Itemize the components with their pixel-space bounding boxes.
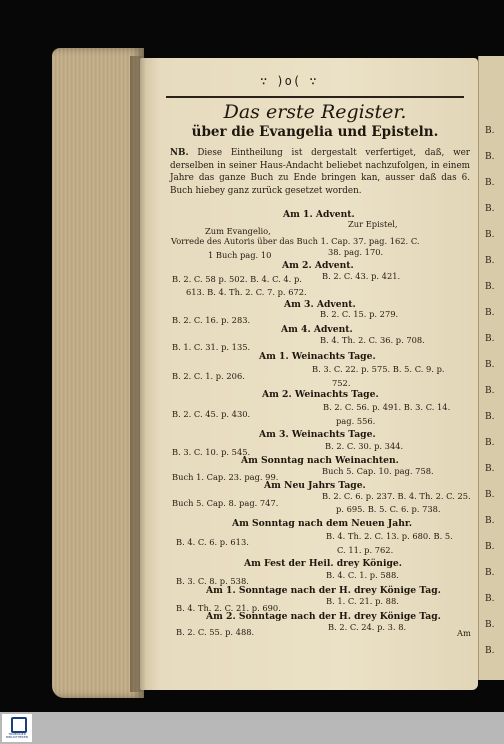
facing-page-edge [478, 56, 504, 680]
facing-page-fragment: B. [485, 204, 495, 214]
facing-page-fragment: B. [485, 516, 495, 526]
entry-snj-cont: C. 11. p. 762. [337, 545, 394, 555]
entry-w3-right: B. 2. C. 30. p. 344. [325, 441, 404, 451]
facing-page-fragment: B. [485, 360, 495, 370]
catchword: Am [457, 628, 471, 638]
col-epistel: Zur Epistel, [348, 219, 398, 229]
facing-page-fragment: B. [485, 386, 495, 396]
heading-weihnacht-3: Am 3. Weinachts Tage. [259, 429, 376, 440]
facing-page-fragment: B. [485, 308, 495, 318]
heading-advent-3: Am 3. Advent. [284, 299, 356, 310]
entry-a3-left: B. 2. C. 16. p. 283. [172, 315, 251, 325]
entry-nj-left: Buch 5. Cap. 8. pag. 747. [172, 498, 279, 508]
facing-page-fragment: B. [485, 438, 495, 448]
entry-a4-left: B. 1. C. 31. p. 135. [172, 342, 251, 352]
entry-a2-right: B. 2. C. 43. p. 421. [322, 271, 401, 281]
entry-vorrede-b: 38. pag. 170. [328, 247, 384, 257]
entry-dk-left: B. 3. C. 8. p. 538. [176, 576, 249, 586]
library-logo [2, 714, 32, 742]
entry-snj-right: B. 4. Th. 2. C. 13. p. 680. B. 5. [326, 531, 453, 541]
entry-w1-left: B. 2. C. 1. p. 206. [172, 371, 245, 381]
heading-drey-koenige: Am Fest der Heil. drey Könige. [244, 558, 402, 569]
facing-page-fragment: B. [485, 542, 495, 552]
heading-sonntag-weihnacht: Am Sonntag nach Weinachten. [241, 455, 399, 466]
facing-page-fragment: B. [485, 230, 495, 240]
entry-a2-cont: 613. B. 4. Th. 2. C. 7. p. 672. [186, 287, 307, 297]
entry-snj-left: B. 4. C. 6. p. 613. [176, 537, 249, 547]
heading-neujahr: Am Neu Jahrs Tage. [264, 480, 366, 491]
heading-sonntag-1: Am 1. Sonntage nach der H. drey Könige Tag. [206, 585, 441, 596]
entry-a3-right: B. 2. C. 15. p. 279. [320, 309, 399, 319]
gutter-shadow [130, 56, 146, 692]
facing-page-fragment: B. [485, 178, 495, 188]
entry-w2-right: B. 2. C. 56. p. 491. B. 3. C. 14. [323, 402, 451, 412]
library-logo-text: TRÜBINGER BIBLIOTHEKEN [5, 732, 28, 739]
page-ornament: ∵ )o( ∵ [260, 74, 318, 88]
viewer-bottom-bar [0, 712, 504, 744]
entry-s1-left: B. 4. Th. 2. C. 21. p. 690. [176, 603, 281, 613]
note-marker: NB. [170, 148, 189, 158]
heading-sonntag-2: Am 2. Sonntage nach der H. drey Könige Tag. [206, 611, 441, 622]
page-subtitle: über die Evangelia und Episteln. [191, 124, 439, 140]
facing-page-fragment: B. [485, 412, 495, 422]
facing-page-fragment: B. [485, 464, 495, 474]
facing-page-fragment: B. [485, 282, 495, 292]
facing-page-fragment: B. [485, 334, 495, 344]
facing-page-fragment: B. [485, 594, 495, 604]
heading-advent-2: Am 2. Advent. [282, 260, 354, 271]
entry-w2-cont: pag. 556. [336, 416, 376, 426]
entry-vorrede: Vorrede des Autoris über das Buch 1. Cap. 37. pag. 162. C. [171, 236, 420, 246]
entry-w2-left: B. 2. C. 45. p. 430. [172, 409, 251, 419]
heading-advent-1: Am 1. Advent. [283, 209, 355, 220]
entry-nj-right: B. 2. C. 6. p. 237. B. 4. Th. 2. C. 25. [322, 491, 471, 501]
heading-sonntag-neujahr: Am Sonntag nach dem Neuen Jahr. [232, 518, 413, 529]
facing-page-fragment: B. [485, 620, 495, 630]
entry-w3-left: B. 3. C. 10. p. 545. [172, 447, 251, 457]
note-text: Diese Eintheilung ist dergestalt verfertiget, daß, wer derselben in seiner Haus-Andacht beliebet nachzufolgen, in einem Jahre das ganze Buch zu Ende bringen kan, ausser daß das 6. Buch hiebey ganz zurück gesetzet worden. [170, 148, 471, 196]
facing-page-fragment: B. [485, 152, 495, 162]
facing-page-fragment: B. [485, 646, 495, 656]
heading-weihnacht-1: Am 1. Weinachts Tage. [259, 351, 376, 362]
facing-page-fragment: B. [485, 490, 495, 500]
entry-w1-cont: 752. [332, 378, 351, 388]
entry-nj-cont: p. 695. B. 5. C. 6. p. 738. [336, 504, 441, 514]
entry-sw-left: Buch 1. Cap. 23. pag. 99. [172, 472, 279, 482]
entry-dk-right: B. 4. C. 1. p. 588. [326, 570, 399, 580]
entry-s1-right: B. 1. C. 21. p. 88. [326, 596, 399, 606]
entry-s2-right: B. 2. C. 24. p. 3. 8. [328, 622, 407, 632]
heading-weihnacht-2: Am 2. Weinachts Tage. [262, 389, 379, 400]
header-rule [166, 96, 464, 98]
entry-w1-right: B. 3. C. 22. p. 575. B. 5. C. 9. p. [312, 364, 445, 374]
facing-page-fragment: B. [485, 568, 495, 578]
entry-a2-left: B. 2. C. 58 p. 502. B. 4. C. 4. p. [172, 274, 302, 284]
library-logo-icon [11, 717, 27, 733]
entry-sw-right: Buch 5. Cap. 10. pag. 758. [322, 466, 434, 476]
facing-page-fragment: B. [485, 256, 495, 266]
page-title: Das erste Register. [223, 101, 407, 123]
note-paragraph [170, 147, 470, 197]
heading-advent-4: Am 4. Advent. [281, 324, 353, 335]
entry-a4-right: B. 4. Th. 2. C. 36. p. 708. [320, 335, 425, 345]
facing-page-fragment: B. [485, 126, 495, 136]
entry-vorrede-a: 1 Buch pag. 10 [208, 250, 272, 260]
col-evangelio: Zum Evangelio, [205, 226, 271, 236]
entry-s2-left: B. 2. C. 55. p. 488. [176, 627, 255, 637]
